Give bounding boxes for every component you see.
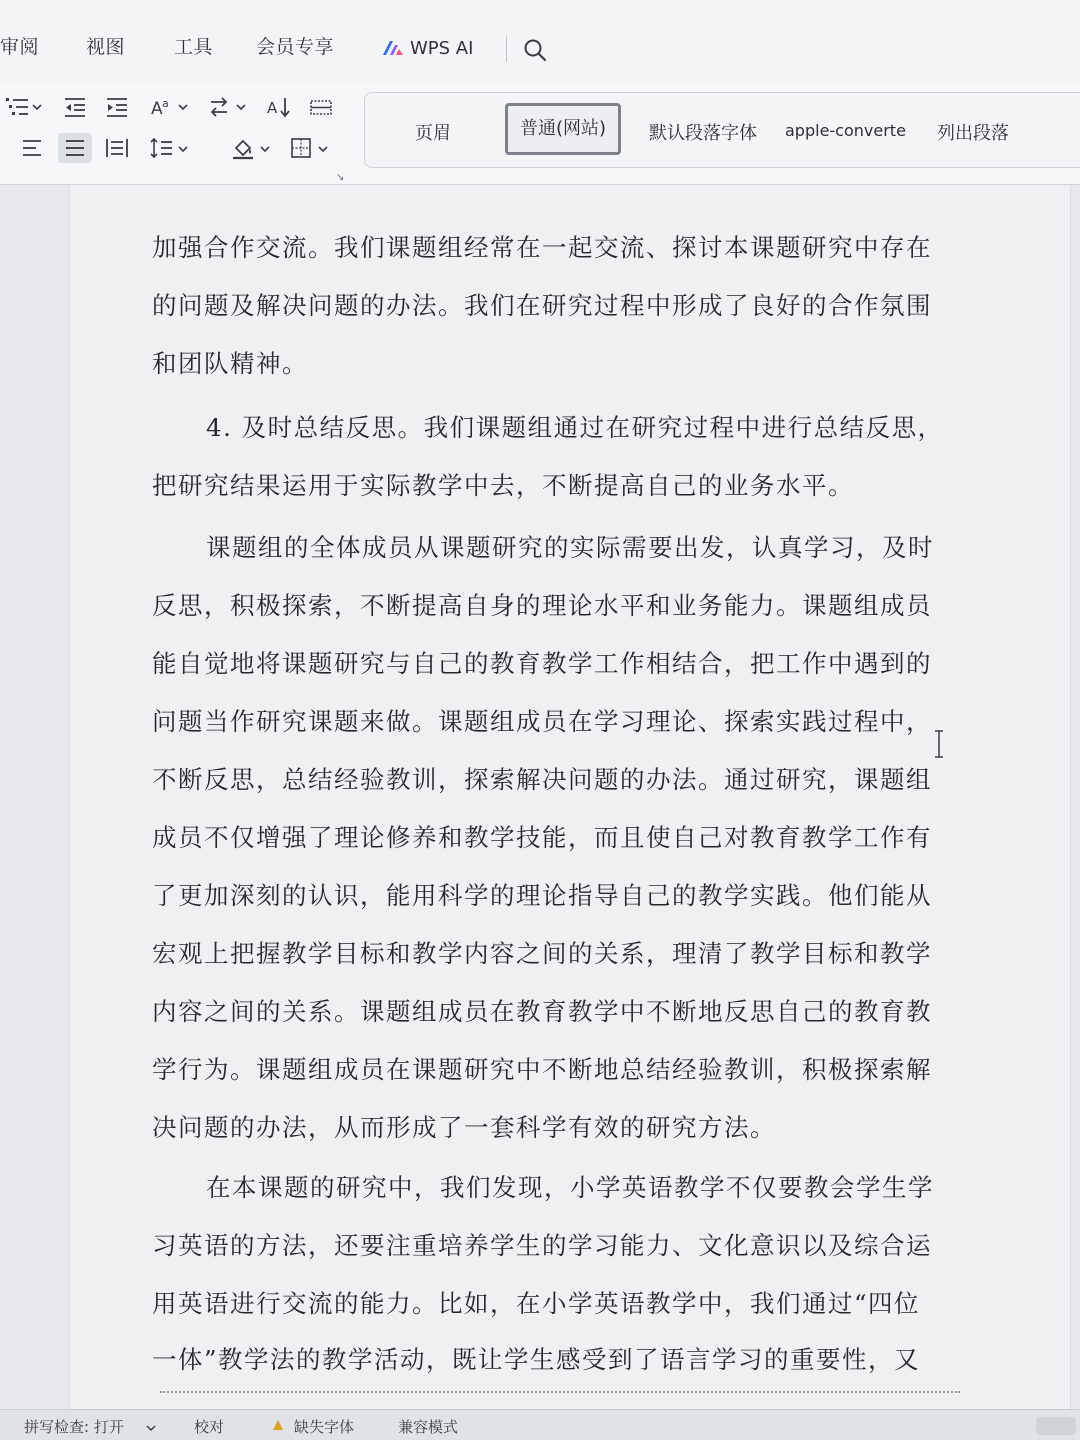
paragraph-line: 了更加深刻的认识，能用科学的理论指导自己的教学实践。他们能从 (152, 881, 932, 910)
paragraph-line: 宏观上把握教学目标和教学内容之间的关系，理清了教学目标和教学 (152, 939, 932, 968)
paragraph-line: 一体”教学法的教学活动，既让学生感受到了语言学习的重要性，又 (152, 1345, 921, 1374)
menu-review[interactable]: 审阅 (0, 36, 40, 58)
change-case-icon[interactable] (144, 92, 178, 122)
chevron-down-icon[interactable] (32, 102, 42, 112)
paragraph-line: 加强合作交流。我们课题组经常在一起交流、探讨本课题研究中存在 (152, 233, 932, 262)
status-bar (0, 1409, 1080, 1440)
align-left-icon[interactable] (14, 133, 48, 163)
search-icon[interactable] (522, 37, 548, 63)
chevron-down-icon[interactable] (318, 144, 328, 154)
paragraph-line: 课题组的全体成员从课题研究的实际需要出发，认真学习，及时 (206, 533, 934, 562)
spell-check-toggle[interactable]: 拼写检查: 打开 (24, 1418, 124, 1436)
chevron-down-icon[interactable] (178, 102, 188, 112)
paragraph-line: 4. 及时总结反思。我们课题组通过在研究过程中进行总结反思， (206, 413, 944, 442)
paragraph-line: 学行为。课题组成员在课题研究中不断地总结经验教训，积极探索解 (152, 1055, 932, 1084)
document-area[interactable] (0, 185, 1080, 1409)
menu-divider (506, 36, 507, 62)
paragraph-line: 成员不仅增强了理论修养和教学技能，而且使自己对教育教学工作有 (152, 823, 932, 852)
wps-ai-logo-icon (382, 39, 404, 57)
chevron-down-icon[interactable] (260, 144, 270, 154)
style-gallery (364, 92, 1080, 168)
chevron-down-icon[interactable] (178, 144, 188, 154)
svg-text:a: a (162, 97, 169, 110)
text-direction-icon[interactable] (202, 92, 236, 122)
paragraph-line: 问题当作研究课题来做。课题组成员在学习理论、探索实践过程中， (152, 707, 932, 736)
svg-text:A: A (267, 99, 278, 117)
paragraph-line: 内容之间的关系。课题组成员在教育教学中不断地反思自己的教育教 (152, 997, 932, 1026)
style-default-paragraph-font[interactable]: 默认段落字体 (649, 123, 757, 144)
document-page[interactable] (70, 185, 1070, 1409)
paragraph-line: 能自觉地将课题研究与自己的教育教学工作相结合，把工作中遇到的 (152, 649, 932, 678)
distributed-align-icon[interactable] (100, 133, 134, 163)
proofread-button[interactable]: 校对 (194, 1418, 225, 1436)
compatibility-mode-label: 兼容模式 (398, 1418, 459, 1436)
view-toggle-button[interactable] (1036, 1417, 1076, 1435)
style-apple-converted[interactable]: apple-converte (785, 121, 906, 140)
paragraph-line: 的问题及解决问题的办法。我们在研究过程中形成了良好的合作氛围 (152, 291, 932, 320)
paragraph-line: 把研究结果运用于实际教学中去，不断提高自己的业务水平。 (152, 471, 854, 500)
style-list-paragraph[interactable]: 列出段落 (937, 123, 1009, 144)
style-normal-web[interactable]: 普通(网站) (505, 103, 621, 155)
menu-tools[interactable]: 工具 (174, 36, 214, 58)
wps-ai-label: WPS AI (410, 37, 474, 59)
sort-icon[interactable] (262, 92, 296, 122)
paragraph-line: 决问题的办法，从而形成了一套科学有效的研究方法。 (152, 1113, 776, 1142)
paragraph-line: 不断反思，总结经验教训，探索解决问题的办法。通过研究，课题组 (152, 765, 932, 794)
paragraph-line: 用英语进行交流的能力。比如，在小学英语教学中，我们通过“四位 (152, 1289, 921, 1318)
justify-align-icon[interactable] (58, 133, 92, 163)
decrease-indent-icon[interactable] (58, 92, 92, 122)
paragraph-line: 习英语的方法，还要注重培养学生的学习能力、文化意识以及综合运 (152, 1231, 932, 1260)
paragraph-line: 在本课题的研究中，我们发现，小学英语教学不仅要教会学生学 (206, 1173, 934, 1202)
menu-view[interactable]: 视图 (86, 36, 126, 58)
paragraph-line: 和团队精神。 (152, 349, 308, 378)
paragraph-settings-launcher-icon[interactable]: ↘ (336, 172, 345, 183)
menu-member[interactable]: 会员专享 (256, 36, 335, 58)
clipped-text-line (160, 1391, 960, 1401)
wps-ai-button[interactable] (382, 33, 473, 63)
line-spacing-icon[interactable] (144, 133, 178, 163)
text-cursor-icon (932, 729, 946, 759)
menu-bar (0, 0, 1080, 85)
table-grid-icon[interactable] (304, 92, 338, 122)
increase-indent-icon[interactable] (100, 92, 134, 122)
shading-fill-icon[interactable] (226, 133, 260, 163)
borders-icon[interactable] (284, 133, 318, 163)
style-header[interactable]: 页眉 (415, 123, 451, 144)
paragraph-line: 反思，积极探索，不断提高自身的理论水平和业务能力。课题组成员 (152, 591, 932, 620)
warning-icon (272, 1419, 284, 1431)
missing-fonts-button[interactable]: 缺失字体 (294, 1418, 355, 1436)
svg-text:A: A (151, 99, 163, 119)
chevron-down-icon[interactable] (146, 1424, 156, 1432)
chevron-down-icon[interactable] (236, 102, 246, 112)
ribbon-toolbar (0, 84, 1080, 185)
multilevel-list-icon[interactable] (0, 92, 34, 122)
